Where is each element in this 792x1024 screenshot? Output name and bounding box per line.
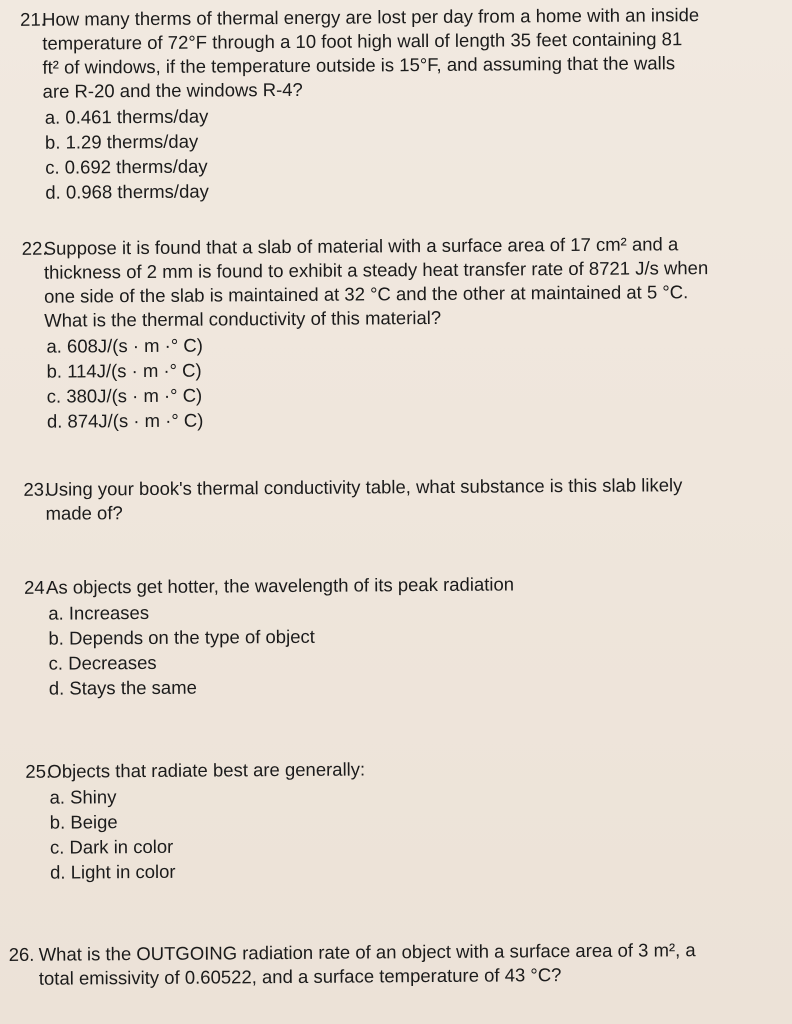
- question-line: temperature of 72°F through a 10 foot high wall of length 35 feet containing 81: [42, 28, 683, 54]
- question-line: one side of the slab is maintained at 32 °C and the other at maintained at 5 °C.: [43, 281, 689, 307]
- question-text: [45, 473, 778, 526]
- answer-choice-a[interactable]: a. Increases: [48, 601, 150, 624]
- question-line: are R-20 and the windows R-4?: [42, 78, 303, 102]
- question-number: 23.: [23, 478, 50, 500]
- question-line: Objects that radiate best are generally:: [47, 758, 366, 782]
- answer-choice-a[interactable]: a. Shiny: [49, 786, 117, 808]
- answer-choice-d[interactable]: d. 874J/(s · m ·° C): [46, 409, 204, 432]
- answer-choice-b[interactable]: b. 114J/(s · m ·° C): [46, 359, 202, 382]
- question-line: total emissivity of 0.60522, and a surface temperature of 43 °C?: [38, 964, 562, 989]
- question-number: 24.: [24, 576, 50, 598]
- answer-choices: [49, 780, 781, 885]
- question-text: [39, 938, 789, 991]
- answer-choice-d[interactable]: d. 0.968 therms/day: [45, 180, 209, 203]
- question-text: [47, 755, 780, 784]
- question-24: [24, 571, 780, 701]
- question-number: 21.: [20, 8, 46, 30]
- answer-choice-c[interactable]: c. 0.692 therms/day: [45, 155, 208, 178]
- answer-choice-c[interactable]: c. Decreases: [48, 651, 157, 674]
- question-line: Using your book's thermal conductivity table, what substance is this slab likely: [45, 474, 683, 500]
- answer-choice-d[interactable]: d. Stays the same: [48, 676, 197, 699]
- question-line: ft² of windows, if the temperature outside is 15°F, and assuming that the walls: [42, 52, 676, 78]
- question-line: What is the OUTGOING radiation rate of an object with a surface area of 3 m², a: [38, 939, 696, 965]
- answer-choices: [46, 329, 778, 434]
- question-text: [42, 3, 776, 104]
- answer-choice-b[interactable]: b. Beige: [49, 811, 118, 833]
- question-22: [22, 232, 778, 434]
- answer-choice-c[interactable]: c. 380J/(s · m ·° C): [46, 384, 203, 407]
- question-line: made of?: [45, 502, 123, 524]
- question-23: [23, 473, 778, 526]
- question-text: [44, 232, 778, 333]
- question-25: [25, 755, 781, 885]
- question-number: 26.: [8, 943, 35, 965]
- question-number: 22.: [21, 237, 48, 259]
- question-line: thickness of 2 mm is found to exhibit a steady heat transfer rate of 8721 J/s when: [43, 257, 709, 283]
- question-number: 25.: [25, 760, 52, 782]
- question-26: [9, 938, 789, 991]
- answer-choice-a[interactable]: a. 0.461 therms/day: [44, 105, 209, 128]
- question-text: [46, 571, 779, 600]
- answer-choice-b[interactable]: b. 1.29 therms/day: [44, 130, 199, 153]
- question-line: As objects get hotter, the wavelength of its peak radiation: [46, 573, 515, 598]
- question-line: What is the thermal conductivity of this material?: [44, 306, 442, 331]
- answer-choice-a[interactable]: a. 608J/(s · m ·° C): [46, 334, 203, 357]
- answer-choices: [48, 596, 780, 701]
- question-21: [20, 3, 776, 205]
- answer-choice-d[interactable]: d. Light in color: [50, 860, 176, 883]
- question-line: How many therms of thermal energy are lost per day from a home with an inside: [42, 4, 700, 30]
- answer-choice-b[interactable]: b. Depends on the type of object: [48, 625, 315, 649]
- answer-choices: [45, 100, 777, 205]
- answer-choice-c[interactable]: c. Dark in color: [49, 835, 174, 858]
- question-line: Suppose it is found that a slab of material with a surface area of 17 cm² and a: [43, 233, 679, 259]
